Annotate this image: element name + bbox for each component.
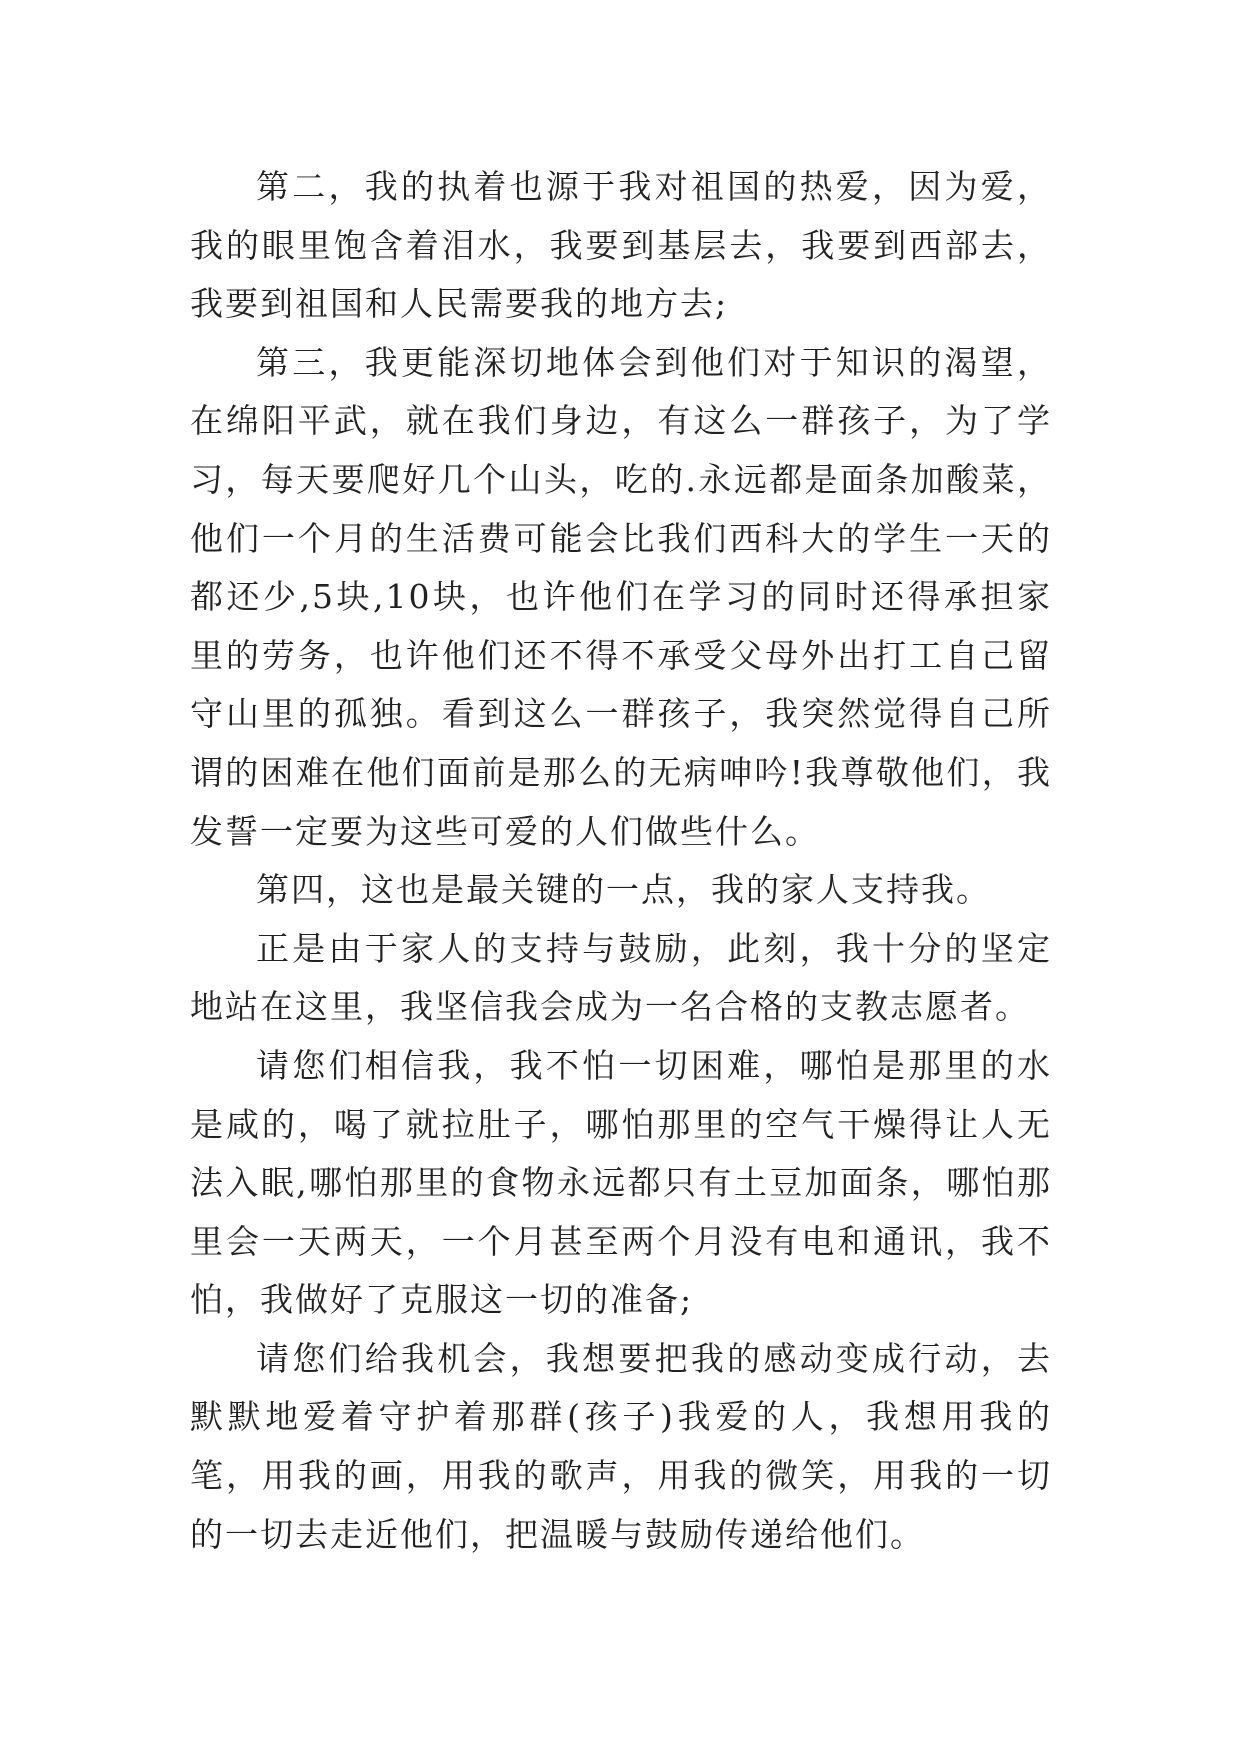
paragraph-third-reason: 第三，我更能深切地体会到他们对于知识的渴望，在绵阳平武，就在我们身边，有这么一群孩子，为了学习，每天要爬好几个山头，吃的.永远都是面条加酸菜，他们一个月的生活费可能会比我们西科大的学生一天的都还少,5块,10块，也许他们在学习的同时还得承担家里的劳务，也许他们还不得不承受父母外出打工自己留守山里的孤独。看到这么一群孩子，我突然觉得自己所谓的困难在他们面前是那么的无病呻吟!我尊敬他们，我发誓一定要为这些可爱的人们做些什么。	[190, 342, 1052, 851]
paragraph-second-reason: 第二，我的执着也源于我对祖国的热爱，因为爱，我的眼里饱含着泪水，我要到基层去，我要到西部去，我要到祖国和人民需要我的地方去;	[190, 167, 1052, 324]
paragraph-family-support: 正是由于家人的支持与鼓励，此刻，我十分的坚定地站在这里，我坚信我会成为一名合格的支教志愿者。	[190, 928, 1052, 1027]
paragraph-fourth-reason: 第四，这也是最关键的一点，我的家人支持我。	[256, 870, 991, 910]
document-body	[190, 158, 1052, 1564]
paragraph-not-afraid: 请您们相信我，我不怕一切困难，哪怕是那里的水是咸的，喝了就拉肚子，哪怕那里的空气干燥得让人无法入眠,哪怕那里的食物永远都只有土豆加面条，哪怕那里会一天两天，一个月甚至两个月没有电和通讯，我不怕，我做好了克服这一切的准备;	[190, 1045, 1052, 1320]
paragraph-give-me-chance: 请您们给我机会，我想要把我的感动变成行动，去默默地爱着守护着那群(孩子)我爱的人，我想用我的笔，用我的画，用我的歌声，用我的微笑，用我的一切的一切去走近他们，把温暖与鼓励传递给他们。	[190, 1338, 1052, 1554]
